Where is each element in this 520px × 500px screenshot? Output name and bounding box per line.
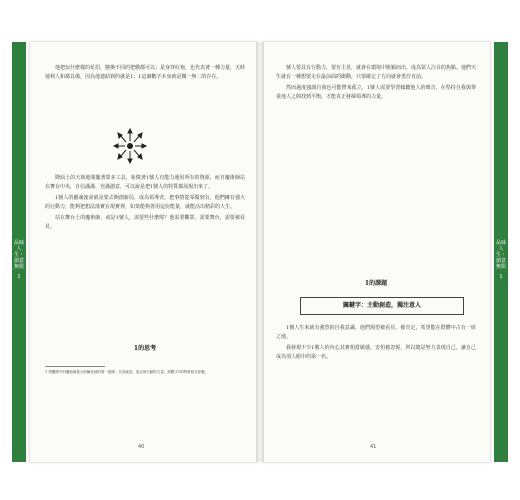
left-paragraph-block: [45, 174, 245, 234]
keyword-box: [300, 297, 464, 315]
right-tab-label: 品味人生・創意無限: [495, 240, 506, 270]
left-edge-tab: [12, 42, 26, 462]
right-para-2-text: 然而過度強調自我也可能帶來孤立，1號人需要學習傾聽他人的聲音，在堅持自我與尊重他人之間找到平衡，才能真正發揮領導的力量。: [276, 85, 476, 100]
left-para-3-text: 1號人的靈魂使命就是要去開創新局，成為領導者，把事情從零做到有，他們擁有強大的行動力，能夠把想法落實在現實裡，如果能夠善用這份能量，就能活出精彩的人生。: [45, 195, 245, 210]
right-para-4-text: 我發現不少1號人的內心其實相當敏感，害怕被忽視，所以總是努力表現自己，讓自己成為別人眼中的第一名。: [276, 345, 476, 360]
right-page: [262, 42, 490, 462]
left-paragraph-1: [45, 64, 245, 84]
right-tab-number: 1: [499, 274, 503, 280]
right-paragraph-block-1: [276, 64, 476, 104]
left-footnote: 1 塔羅牌中的魔術師是大阿爾克那的第一張牌，代表創造、意志與行動的力量，與數字1的特質相互呼應。: [45, 370, 209, 374]
right-paragraph-block-2: [276, 324, 476, 364]
radiating-dot-diagram: [112, 126, 148, 166]
right-tab-text: [494, 240, 508, 280]
right-edge-tab: [494, 42, 508, 462]
keyword-box-text: 關鍵字：主動創造，獨注意人: [342, 302, 421, 309]
left-tab-label: 品味人生・創意無限: [13, 240, 24, 270]
right-chapter-heading: 1的課題: [364, 280, 388, 287]
right-para-3-text: 1號人生來就有強烈的自我意識，他們渴望被看見、被肯定，希望能在群體中占有一席之地。: [276, 325, 476, 340]
right-para-1-text: 號人要具有行動力，要有主見，就會在環境中脫穎而出，成為眾人注目的焦點。他們天生就有一種想要走在最前面的衝動，只要確定了方向就會勇往直前。: [276, 65, 477, 80]
left-tab-text: [12, 240, 26, 280]
book-gutter: [256, 42, 264, 462]
left-page: [30, 42, 258, 462]
left-page-number: 40: [138, 444, 145, 450]
right-page-number: 41: [370, 444, 377, 450]
left-para-2-text: 牌面上的天與地間擺著眾多工具，象徵著1號人有能力運用所有的資源，而且魔術師站在舞台中央，自信滿滿、充滿創意，可以說是把1號人的特質都展現出來了。: [45, 175, 245, 190]
footnote-rule: [45, 366, 105, 367]
left-para-1-text: 他把玩什麼樣的花招，變換不同的把戲都可以；是身穿紅袍，也代表著一種力量，天時地利人和都具備，因為他連結到的就是1；1這個數字本身就是獨一無二的存在。: [45, 65, 246, 80]
left-tab-number: 1: [17, 274, 21, 280]
left-section-title: 1的思考: [133, 345, 157, 352]
left-para-4-text: 站在舞台上的魔術師，或是1號人，需要些什麼呢？他需要觀眾、需要舞台，需要被看見。: [45, 215, 245, 230]
